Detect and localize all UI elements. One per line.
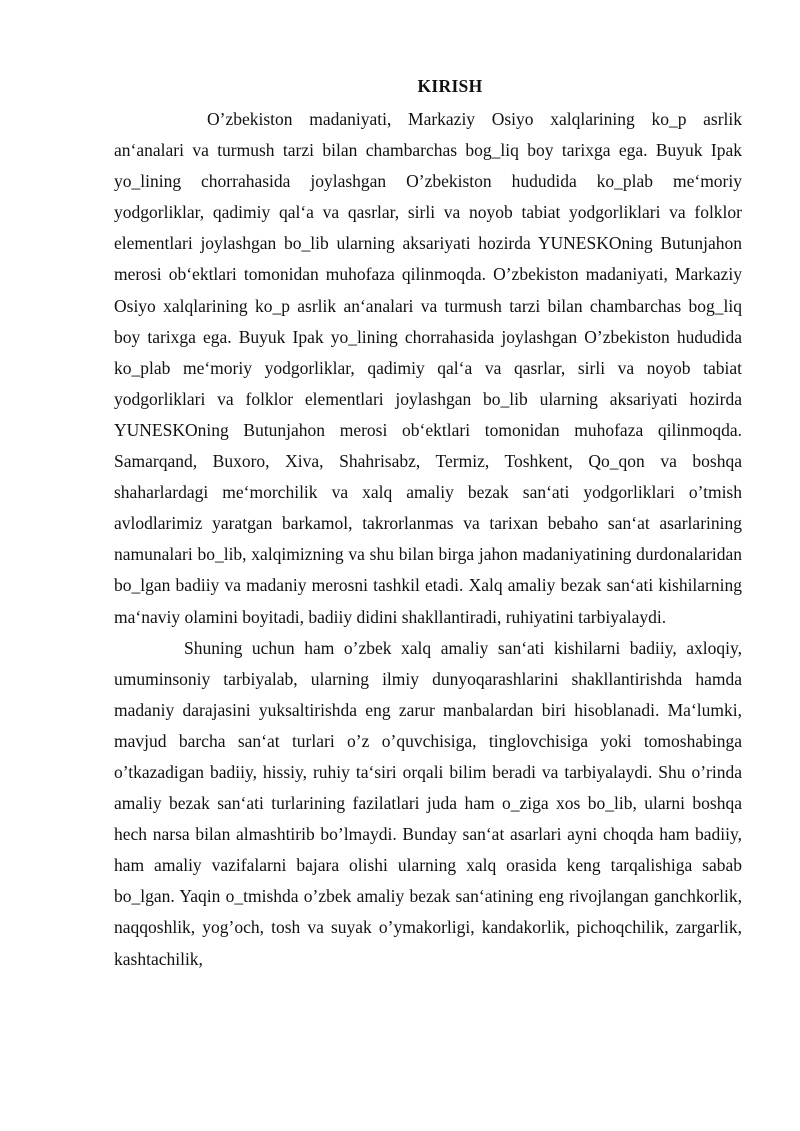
paragraph-intro: O’zbekiston madaniyati, Markaziy Osiyo xalqlarining ko_p asrlik an‘analari va turmush tarzi bilan chambarchas bog_liq boy tarixga ega. Buyuk Ipak yo_lining chorrahasida joylashgan O’zbekiston hududida ko_plab me‘moriy yodgorliklar, qadimiy qal‘a va qasrlar, sirli va noyob tabiat yodgorliklari va folklor elementlari joylashgan bo_lib ularning aksariyati hozirda YUNESKOning Butunjahon merosi ob‘ektlari tomonidan muhofaza qilinmoqda. O’zbekiston madaniyati, Markaziy Osiyo xalqlarining ko_p asrlik an‘analari va turmush tarzi bilan chambarchas bog_liq boy tarixga ega. Buyuk Ipak yo_lining chorrahasida joylashgan O’zbekiston hududida ko_plab me‘moriy yodgorliklar, qadimiy qal‘a va qasrlar, sirli va noyob tabiat yodgorliklari va folklor elementlari joylashgan bo_lib ularning aksariyati hozirda YUNESKOning Butunjahon merosi ob‘ektlari tomonidan muhofaza qilinmoqda. Samarqand, Buxoro, Xiva, Shahrisabz, Termiz, Toshkent, Qo_qon va boshqa shaharlardagi me‘morchilik va xalq amaliy bezak san‘ati yodgorliklari o’tmish avlodlarimiz yaratgan barkamol, takrorlanmas va tarixan bebaho san‘at asarlarining namunalari bo_lib, xalqimizning va shu bilan birga jahon madaniyatining durdonalaridan bo_lgan badiiy va madaniy merosni tashkil etadi. Xalq amaliy bezak san‘ati kishilarning ma‘naviy olamini boyitadi, badiiy didini shakllantiradi, ruhiyatini tarbiyalaydi. (114, 109, 742, 627)
document-body (114, 104, 742, 975)
page-title: KIRISH (417, 76, 483, 96)
paragraph-applied-art: Shuning uchun ham o’zbek xalq amaliy san‘ati kishilarni badiiy, axloqiy, umuminsoniy tarbiyalab, ularning ilmiy dunyoqarashlarini shakllantirishda hamda madaniy darajasini yuksaltirishda eng zarur manbalardan biri hisoblanadi. Ma‘lumki, mavjud barcha san‘at turlari o’z o’quvchisiga, tinglovchisiga yoki tomoshabinga o’tkazadigan badiiy, hissiy, ruhiy ta‘siri orqali bilim beradi va tarbiyalaydi. Shu o’rinda amaliy bezak san‘ati turlarining fazilatlari juda ham o_ziga xos bo_lib, ularni boshqa hech narsa bilan almashtirib bo’lmaydi. Bunday san‘at asarlari ayni choqda ham badiiy, ham amaliy vazifalarni bajara olishi ularning xalq orasida keng tarqalishiga sabab bo_lgan. Yaqin o_tmishda o’zbek amaliy bezak san‘atining eng rivojlangan ganchkorlik, naqqoshlik, yog’och, tosh va suyak o’ymakorligi, kandakorlik, pichoqchilik, zargarlik, kashtachilik, (114, 637, 742, 969)
